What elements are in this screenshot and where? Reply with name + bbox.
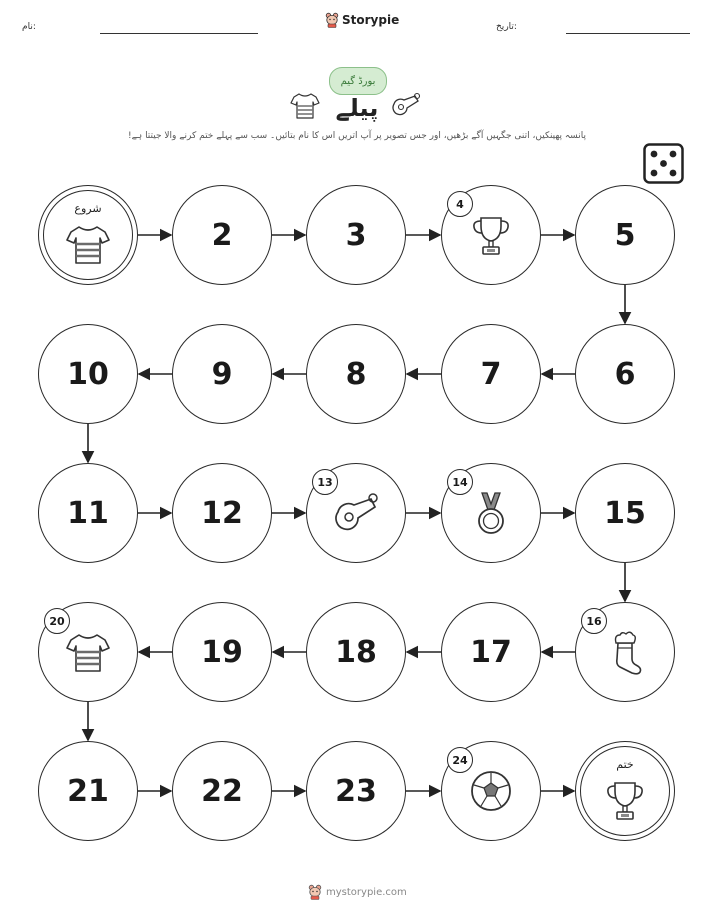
board-space-20 — [38, 602, 138, 702]
page-title: پیلے — [335, 94, 379, 122]
space-number: 3 — [345, 217, 367, 253]
date-label: تاریخ: — [496, 22, 517, 32]
space-number: 2 — [211, 217, 233, 253]
space-number-badge: 4 — [447, 191, 473, 217]
space-number: 23 — [335, 773, 377, 809]
space-number: 19 — [201, 634, 243, 670]
trophy-icon — [468, 212, 514, 258]
space-number: 18 — [335, 634, 377, 670]
board-space-11 — [38, 463, 138, 563]
sock-icon — [602, 629, 648, 675]
space-number: 5 — [614, 217, 636, 253]
shirt-icon — [65, 629, 111, 675]
finish-space — [575, 741, 675, 841]
space-number: 9 — [211, 356, 233, 392]
board-space-6 — [575, 324, 675, 424]
board-space-21 — [38, 741, 138, 841]
space-number-badge: 24 — [447, 747, 473, 773]
space-number-badge: 20 — [44, 608, 70, 634]
board-space-8 — [306, 324, 406, 424]
board-space-16 — [575, 602, 675, 702]
space-number: 7 — [480, 356, 502, 392]
storypie-logo-icon — [308, 884, 322, 900]
board-space-13 — [306, 463, 406, 563]
space-number-badge: 16 — [581, 608, 607, 634]
space-number: 6 — [614, 356, 636, 392]
start-space — [38, 185, 138, 285]
instructions-text: پانسہ پھینکیں، اتنی جگہیں آگے بڑھیں، اور جس تصویر پر آپ اتریں اس کا نام بتائیں۔ سب سے پہلے ختم کرنے والا جیتتا ہے! — [128, 131, 586, 141]
space-number-badge: 14 — [447, 469, 473, 495]
space-number: 22 — [201, 773, 243, 809]
space-number: 8 — [345, 356, 367, 392]
board-space-3 — [306, 185, 406, 285]
board-game-badge: بورڈ گیم — [329, 67, 387, 95]
board-space-14 — [441, 463, 541, 563]
space-number: 10 — [67, 356, 109, 392]
medal-icon — [468, 490, 514, 536]
space-number: 12 — [201, 495, 243, 531]
brand-name: Storypie — [342, 13, 400, 27]
board-space-9 — [172, 324, 272, 424]
board-space-24 — [441, 741, 541, 841]
board-space-22 — [172, 741, 272, 841]
board-space-23 — [306, 741, 406, 841]
start-label: شروع — [74, 202, 102, 215]
soccer-ball-icon — [468, 768, 514, 814]
space-number: 21 — [67, 773, 109, 809]
board-space-10 — [38, 324, 138, 424]
space-number: 15 — [604, 495, 646, 531]
board-space-17 — [441, 602, 541, 702]
board-space-5 — [575, 185, 675, 285]
space-number-badge: 13 — [312, 469, 338, 495]
footer-url: mystorypie.com — [326, 886, 407, 898]
board-space-12 — [172, 463, 272, 563]
board-space-4 — [441, 185, 541, 285]
footer — [308, 884, 407, 900]
whistle-icon — [333, 490, 379, 536]
board-space-19 — [172, 602, 272, 702]
space-number: 17 — [470, 634, 512, 670]
board-space-18 — [306, 602, 406, 702]
board-space-2 — [172, 185, 272, 285]
board-space-7 — [441, 324, 541, 424]
name-label: نام: — [22, 22, 36, 32]
finish-label: ختم — [616, 758, 634, 771]
space-number: 11 — [67, 495, 109, 531]
board-space-15 — [575, 463, 675, 563]
